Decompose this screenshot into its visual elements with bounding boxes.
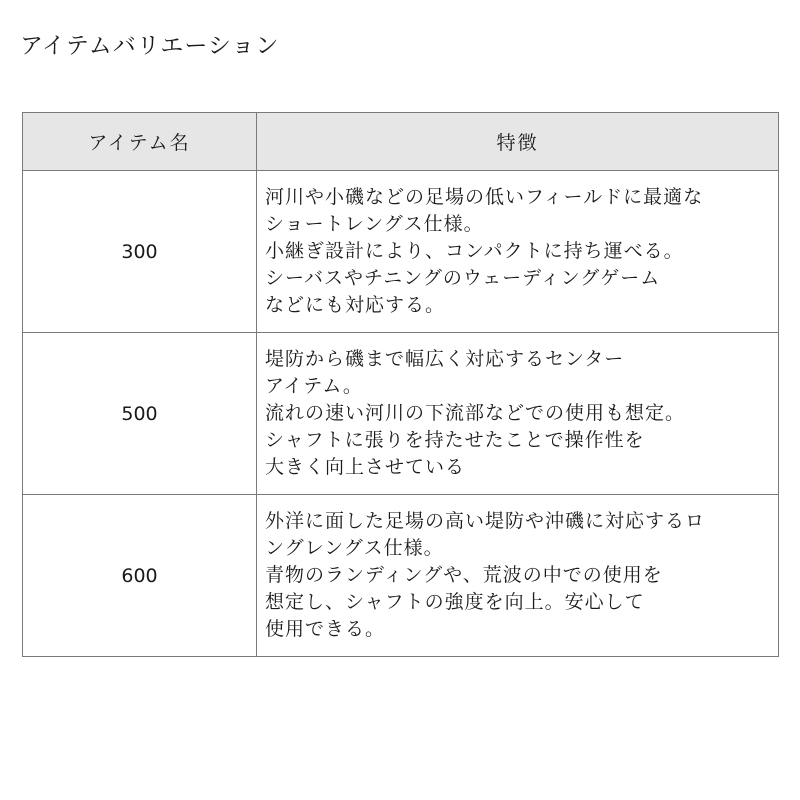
description-line: ショートレングス仕様。 [265,213,484,235]
description-line: 青物のランディングや、荒波の中での使用を [265,564,663,586]
description-line: 想定し、シャフトの強度を向上。安心して [265,591,645,613]
table-row [23,495,779,657]
item-description-cell [257,171,779,333]
description-line: シャフトに張りを持たせたことで操作性を [265,429,645,451]
table-header-row [23,113,779,171]
item-description-cell [257,333,779,495]
description-line: 使用できる。 [265,618,386,640]
description-line: シーバスやチニングのウェーディングゲーム [265,267,661,289]
item-name-cell: 300 [23,171,257,333]
description-line: 小継ぎ設計により、コンパクトに持ち運べる。 [265,240,684,262]
description-line: アイテム。 [265,375,363,397]
header-item-name: アイテム名 [23,113,257,171]
item-description-cell [257,495,779,657]
item-name-cell: 600 [23,495,257,657]
page-title: アイテムバリエーション [20,33,280,59]
description-line: 大きく向上させている [265,456,466,478]
description-line: 堤防から磯まで幅広く対応するセンター [265,348,625,370]
description-line: 流れの速い河川の下流部などでの使用も想定。 [265,402,686,424]
item-variation-table [22,112,779,657]
table-row [23,333,779,495]
description-line: 河川や小磯などの足場の低いフィールドに最適な [265,186,704,208]
item-name-cell: 500 [23,333,257,495]
description-line: 外洋に面した足場の高い堤防や沖磯に対応するロ [265,510,706,532]
description-line: などにも対応する。 [265,294,446,316]
header-features: 特徴 [257,113,779,171]
description-line: ングレングス仕様。 [265,537,444,559]
table-row [23,171,779,333]
